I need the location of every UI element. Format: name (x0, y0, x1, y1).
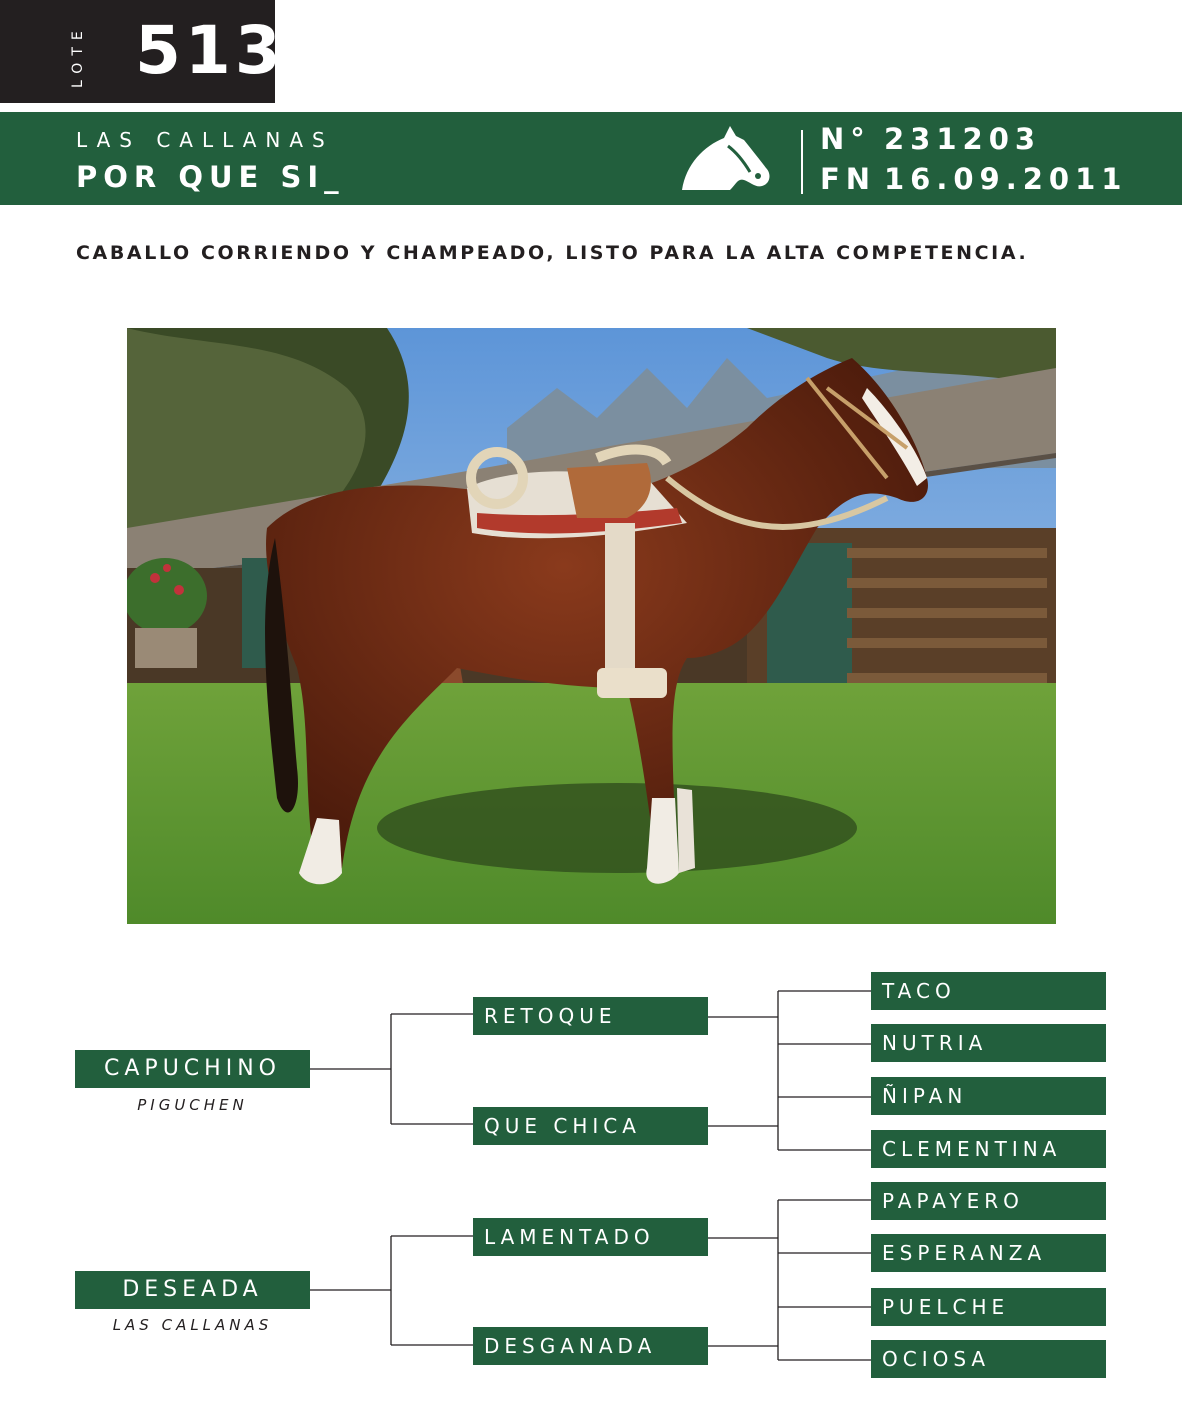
horse-name: POR QUE SI_ (76, 160, 345, 194)
grandparent-box: LAMENTADO (473, 1218, 708, 1256)
grandparent-box: DESGANADA (473, 1327, 708, 1365)
birth-date: 16.09.2011 (884, 162, 1128, 196)
great-grandparent-box: NUTRIA (871, 1024, 1106, 1062)
registry-number: 231203 (884, 122, 1042, 156)
breeder-name: LAS CALLANAS (76, 128, 334, 152)
lot-label: LOTE (70, 24, 86, 88)
dam-breeder: LAS CALLANAS (112, 1316, 273, 1334)
birth-label: FN (820, 162, 877, 196)
great-grandparent-box: OCIOSA (871, 1340, 1106, 1378)
great-grandparent-box: PUELCHE (871, 1288, 1106, 1326)
description: CABALLO CORRIENDO Y CHAMPEADO, LISTO PARA LA ALTA COMPETENCIA. (76, 242, 1029, 264)
great-grandparent-box: CLEMENTINA (871, 1130, 1106, 1168)
birth-line (820, 162, 1127, 196)
sire-box: CAPUCHINO (75, 1050, 310, 1088)
great-grandparent-box: PAPAYERO (871, 1182, 1106, 1220)
lot-number: 513 (135, 12, 285, 89)
grandparent-box: RETOQUE (473, 997, 708, 1035)
great-grandparent-box: TACO (871, 972, 1106, 1010)
horse-head-icon (678, 124, 773, 194)
header-divider (801, 130, 803, 194)
great-grandparent-box: ESPERANZA (871, 1234, 1106, 1272)
horse-photo (127, 328, 1056, 924)
registry-line (820, 122, 1041, 156)
header-band (0, 112, 1182, 205)
great-grandparent-box: ÑIPAN (871, 1077, 1106, 1115)
lot-badge (0, 0, 285, 103)
grandparent-box: QUE CHICA (473, 1107, 708, 1145)
registry-label: N° (820, 122, 871, 156)
dam-box: DESEADA (75, 1271, 310, 1309)
sire-breeder: PIGUCHEN (137, 1096, 248, 1114)
